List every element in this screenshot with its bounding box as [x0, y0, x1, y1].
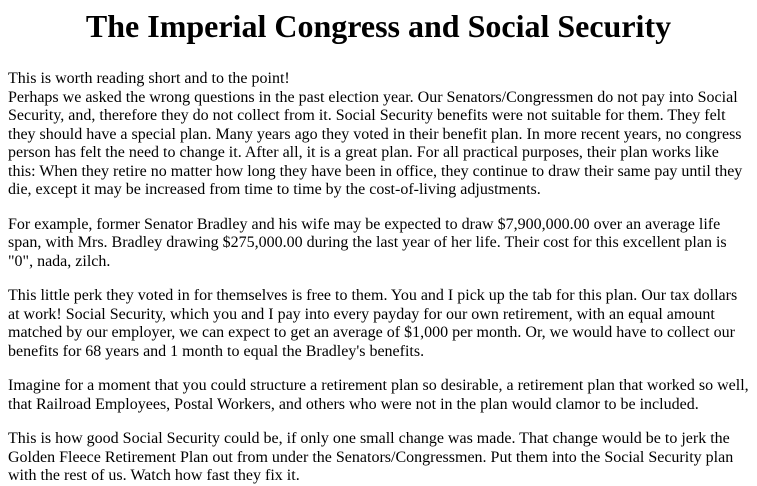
page-title: The Imperial Congress and Social Security — [85, 8, 672, 44]
paragraph-3: This little perk they voted in for themselves is free to them. You and I pick up the tab for this plan. Our tax dollars at work! Social Security, which you and I pay into every payday for our own retirement, with an equal amount matched by our employer, we can expect to get an average of $1,000 per month. Or, we would have to collect our benefits for 68 years and 1 month to equal the Bradley's benefits. — [8, 287, 738, 360]
paragraph-2: For example, former Senator Bradley and his wife may be expected to draw $7,900,000.00 over an average life span, with Mrs. Bradley drawing $275,000.00 during the last year of her life. Their cost for this excellent plan is "0", nada, zilch. — [8, 215, 727, 270]
article-body — [8, 70, 749, 486]
paragraph-5: This is how good Social Security could be, if only one small change was made. That change would be to jerk the Golden Fleece Retirement Plan out from under the Senators/Congressmen. Put them into the Social Security plan with the rest of us. Watch how fast they fix it. — [8, 430, 734, 484]
paragraph-1: Perhaps we asked the wrong questions in the past election year. Our Senators/Congressmen do not pay into Social Security, and, therefore they do not collect from it. Social Security benefits were not suitable for them. They felt they should have a special plan. Many years ago they voted in their benefit plan. In more recent years, no congress person has felt the need to change it. After all, it is a great plan. For all practical purposes, their plan works like this: When they retire no matter how long they have been in office, they continue to draw their same pay until they die, except it may be increased from time to time by the cost-of-living adjustments. — [8, 88, 743, 198]
intro-line: This is worth reading short and to the point! — [8, 70, 290, 87]
paragraph-4: Imagine for a moment that you could structure a retirement plan so desirable, a retirement plan that worked so well, that Railroad Employees, Postal Workers, and others who were not in the plan would clamor to be included. — [8, 377, 749, 413]
